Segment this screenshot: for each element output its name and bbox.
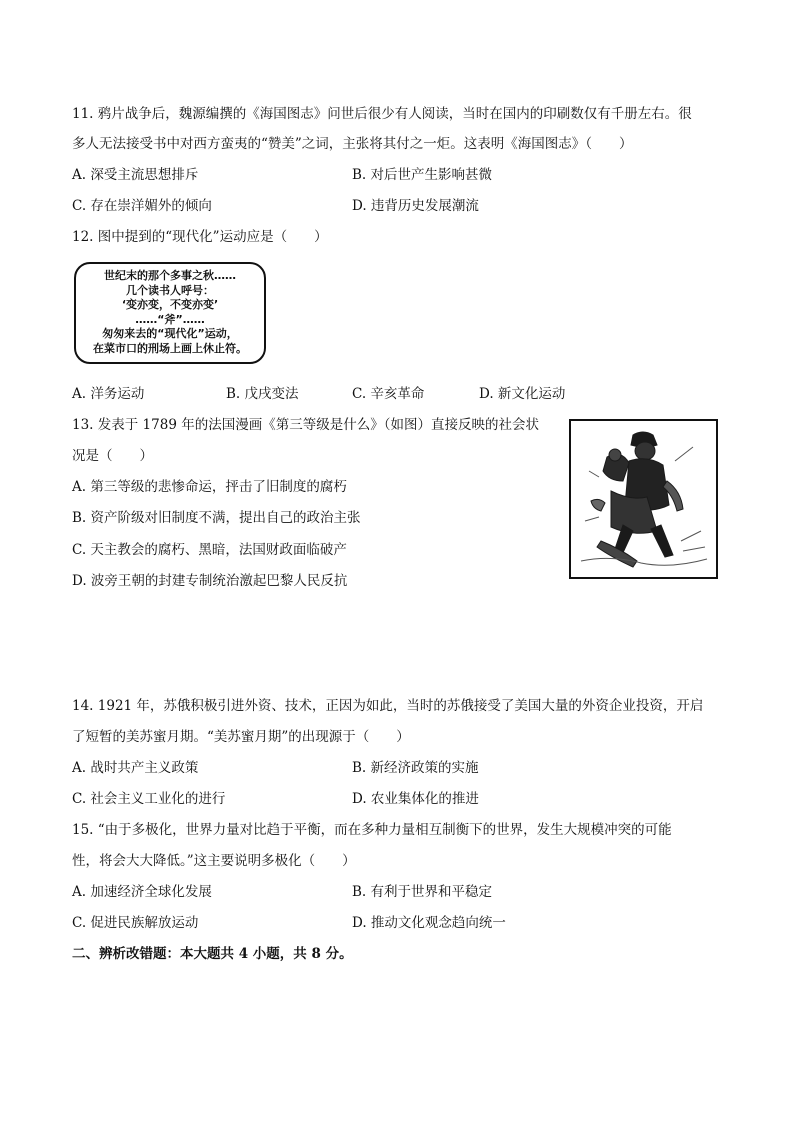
q14-option-a[interactable]: A. 战时共产主义政策 <box>72 760 199 776</box>
q11-option-d[interactable]: D. 违背历史发展潮流 <box>352 198 479 214</box>
cartoon-line: ‘变亦变，不变亦变’ <box>121 298 219 311</box>
q12-option-a[interactable]: A. 洋务运动 <box>72 386 145 402</box>
q15-stem-line2: 性，将会大大降低。”这主要说明多极化（ ） <box>72 853 356 869</box>
q15-stem-line1: 15. “由于多极化，世界力量对比趋于平衡，而在多种力量相互制衡下的世界，发生大规模冲突的可能 <box>72 822 672 838</box>
third-estate-cartoon-image <box>571 421 716 577</box>
q12-option-d[interactable]: D. 新文化运动 <box>479 386 566 402</box>
q14-stem-line2: 了短暂的美苏蜜月期。“美苏蜜月期”的出现源于（ ） <box>72 729 410 745</box>
q15-option-a[interactable]: A. 加速经济全球化发展 <box>72 884 212 900</box>
q12-option-b[interactable]: B. 戊戌变法 <box>226 386 299 402</box>
q14-option-d[interactable]: D. 农业集体化的推进 <box>352 791 479 807</box>
q12-stem: 12. 图中提到的“现代化”运动应是（ ） <box>72 229 328 245</box>
q12-option-c[interactable]: C. 辛亥革命 <box>352 386 425 402</box>
cartoon-line: 世纪末的那个多事之秋…… <box>104 269 236 282</box>
q14-option-c[interactable]: C. 社会主义工业化的进行 <box>72 791 226 807</box>
q11-stem-line2: 多人无法接受书中对西方蛮夷的“赞美”之词，主张将其付之一炬。这表明《海国图志》（ ） <box>72 136 633 152</box>
q13-option-c[interactable]: C. 天主教会的腐朽、黑暗，法国财政面临破产 <box>72 542 347 558</box>
q14-stem-line1: 14. 1921 年，苏俄积极引进外资、技术，正因为如此，当时的苏俄接受了美国大量的外资企业投资，开启 <box>72 698 704 714</box>
cartoon-line: 几个读书人呼号： <box>126 283 214 297</box>
q11-stem-line1: 11. 鸦片战争后，魏源编撰的《海国图志》问世后很少有人阅读，当时在国内的印刷数仅有千册左右。很 <box>72 106 692 122</box>
section-2-heading: 二、辨析改错题：本大题共 4 小题，共 8 分。 <box>72 946 353 962</box>
q15-option-d[interactable]: D. 推动文化观念趋向统一 <box>352 915 506 931</box>
q15-option-c[interactable]: C. 促进民族解放运动 <box>72 915 199 931</box>
q11-option-c[interactable]: C. 存在崇洋媚外的倾向 <box>72 198 212 214</box>
cartoon-line: 匆匆来去的“现代化”运动， <box>102 327 238 340</box>
q12-cartoon-bubble <box>74 262 266 364</box>
q13-stem-line1: 13. 发表于 1789 年的法国漫画《第三等级是什么》（如图）直接反映的社会状 <box>72 417 539 433</box>
q13-cartoon-illustration <box>569 419 718 579</box>
q11-option-b[interactable]: B. 对后世产生影响甚微 <box>352 167 493 183</box>
q13-option-b[interactable]: B. 资产阶级对旧制度不满，提出自己的政治主张 <box>72 510 361 526</box>
q13-option-a[interactable]: A. 第三等级的悲惨命运，抨击了旧制度的腐朽 <box>72 479 347 495</box>
cartoon-line: ……“斧”…… <box>135 312 205 326</box>
q13-stem-line2: 况是（ ） <box>72 448 153 464</box>
q14-option-b[interactable]: B. 新经济政策的实施 <box>352 760 479 776</box>
q11-option-a[interactable]: A. 深受主流思想排斥 <box>72 167 199 183</box>
cartoon-line: 在菜市口的刑场上画上休止符。 <box>93 341 247 355</box>
q15-option-b[interactable]: B. 有利于世界和平稳定 <box>352 884 493 900</box>
q13-option-d[interactable]: D. 波旁王朝的封建专制统治激起巴黎人民反抗 <box>72 573 348 589</box>
